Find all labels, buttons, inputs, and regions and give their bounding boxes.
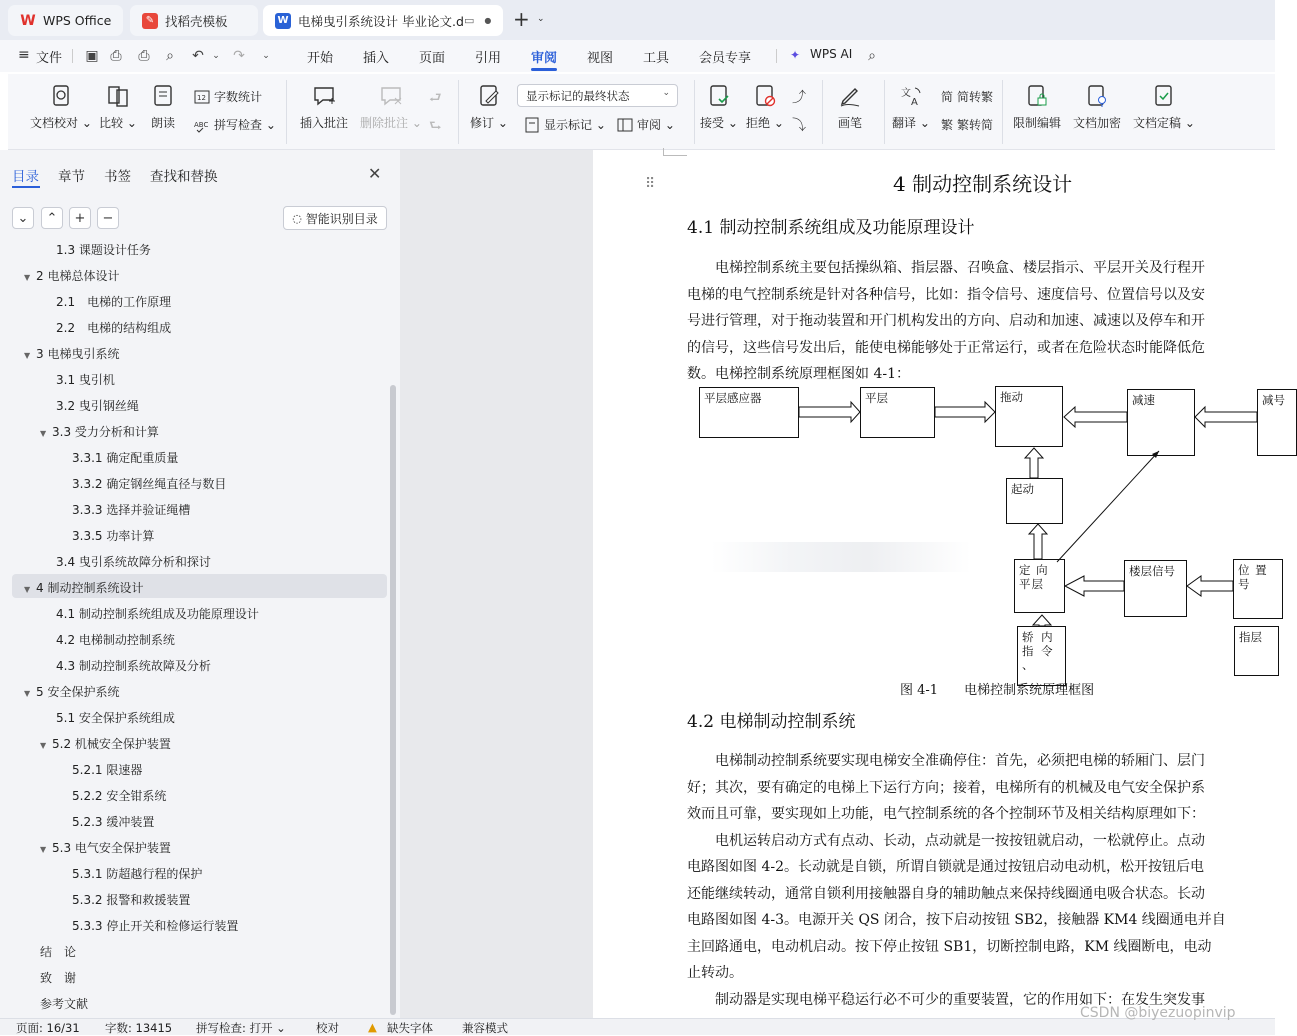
toc-item[interactable] [24,684,119,702]
simplified-to-traditional-icon: 简 [941,90,954,104]
accept-label: 接受 [700,116,725,130]
translate-label: 翻译 [892,116,917,130]
toc-item-label: 5.3.1 防超越行程的保护 [72,867,203,881]
review-pane-icon [617,117,633,133]
text-line: 电梯的电气控制系统是针对各种信号，比如：指令信号、速度信号、位置信号以及安 [687,286,1205,303]
word-doc-icon: W [275,13,291,29]
text-line: 电梯控制系统主要包括操纵箱、指层器、召唤盒、楼层指示、平层开关及行程开 [687,260,1205,276]
tab-document[interactable] [263,5,503,36]
compare-label: 比较 [99,116,124,130]
undo-chevron-icon[interactable]: ⌄ [212,51,220,61]
warning-icon: ▲ [368,1020,377,1034]
divider [458,80,459,144]
status-missing-font[interactable]: 缺失字体 [387,1021,433,1035]
nav-tab-toc[interactable]: 目录 [12,169,39,185]
finalize-button[interactable]: 文档定稿 ⌄ [1133,84,1195,131]
diagram-box-deceleration: 减速 [1127,389,1195,456]
review-pane-label: 审阅 [637,118,662,132]
word-count-button[interactable] [194,88,262,105]
divider [884,80,885,144]
review-ribbon [8,74,1275,150]
redo-icon[interactable]: ↷ [233,48,245,64]
text-line: 效而且可靠，要实现如上功能，电气控制系统的各个控制环节及相关结构原理如下： [687,806,1205,822]
save-icon[interactable]: ▣ [85,48,99,64]
toc-item-label: 3.3.1 确定配重质量 [72,451,179,465]
tab-label: 找稻壳模板 [165,13,228,29]
docer-icon: ✎ [142,13,158,29]
expand-up-button[interactable] [41,207,63,229]
toc-item-label: 5.3 电气安全保护装置 [52,841,171,855]
text-line: 主回路通电，电动机启动。按下停止按钮 SB1，切断控制电路，KM 线圈断电，电动 [687,938,1212,955]
search-icon[interactable]: ⌕ [868,48,876,64]
reject-button[interactable]: 拒绝 ⌄ [746,84,784,131]
revise-button[interactable]: 修订 ⌄ [470,84,508,131]
diagram-box-drive: 拖动 [995,386,1063,447]
toc-item-label: 2 电梯总体设计 [36,269,120,283]
watermark: CSDN @biyezuopinvip [1080,1005,1236,1021]
expand-triangle-icon[interactable]: ▼ [40,429,47,438]
expand-triangle-icon[interactable]: ▼ [24,585,31,594]
undo-icon[interactable]: ↶ [192,48,204,64]
text-line: 数。电梯控制系统原理框图如 4-1： [687,366,910,382]
toc-item-label: 5.2.2 安全钳系统 [72,789,167,803]
read-aloud-label: 朗读 [151,116,176,130]
read-aloud-button[interactable] [151,84,175,131]
toc-item-label: 4.2 电梯制动控制系统 [56,633,175,647]
toc-item[interactable] [72,502,190,518]
toc-item[interactable] [72,892,190,908]
comment-delete-icon [379,84,403,108]
encrypt-label: 文档加密 [1073,116,1122,130]
toc-item[interactable] [72,866,202,882]
expand-triangle-icon[interactable]: ▼ [24,273,31,282]
toc-item-label: 3 电梯曳引系统 [36,347,120,361]
menu-bar [0,40,1275,72]
print-icon[interactable]: ⎙ [138,48,150,64]
export-icon[interactable]: ⎙ [110,48,122,64]
finalize-label: 文档定稿 [1133,116,1182,130]
toc-item[interactable] [72,788,166,804]
expand-triangle-icon[interactable]: ▼ [40,845,47,854]
word-count-label: 字数统计 [214,90,263,104]
toc-item[interactable] [56,658,211,674]
chevron-up-icon: ⌃ [46,210,58,226]
toc-item-label: 结 论 [40,945,77,959]
text-line: 好；其次，要有确定的电梯上下运行方向；接着，电梯所有的机械及电气安全保护系 [687,779,1205,796]
delete-comment-button[interactable]: 删除批注 ⌄ [360,84,422,131]
new-tab-plus-icon[interactable]: + [513,7,530,31]
menu-home[interactable]: 开始 [307,51,334,66]
toc-scrollbar[interactable] [390,385,396,1015]
status-spell-check[interactable]: 拼写检查: 打开 ⌄ [196,1021,286,1035]
menu-view[interactable]: 视图 [587,51,614,66]
toc-item-label: 5.3.3 停止开关和检修运行装置 [72,919,239,933]
proofread-label: 文档校对 [30,116,79,130]
diagram-box-floor-indicator: 指层 [1234,626,1279,676]
finalize-icon [1152,84,1176,108]
toc-item-label: 5.2 机械安全保护装置 [52,737,171,751]
restrict-edit-button[interactable] [1013,84,1061,131]
nav-tab-indicator [12,186,40,188]
toc-item-label: 2.1 电梯的工作原理 [56,295,172,309]
menu-page[interactable]: 页面 [419,51,446,66]
diagram-box-position-signal: 位 置 号 [1233,559,1283,619]
status-word-count[interactable]: 字数: 13415 [105,1021,173,1035]
tab-label: WPS Office [43,13,112,28]
encrypt-button[interactable] [1073,84,1121,131]
unsaved-dot-icon[interactable]: ● [484,16,492,25]
drag-handle-icon[interactable]: ⠿ [645,176,656,192]
restrict-edit-icon [1025,84,1049,108]
traditional-to-simplified-icon: 繁 [941,118,954,132]
toc-item[interactable] [56,710,175,726]
expand-triangle-icon[interactable]: ▼ [40,741,47,750]
heading-4-1: 4.1 制动控制系统组成及功能原理设计 [687,218,975,238]
svg-text:12: 12 [197,93,206,102]
menu-member[interactable]: 会员专享 [699,51,752,66]
divider [776,49,777,63]
diagram-box-leveling: 平层 [860,387,935,438]
read-aloud-icon [151,84,175,108]
toc-item[interactable] [72,450,178,466]
svg-text:ABC: ABC [194,120,209,129]
toc-item[interactable] [72,528,154,544]
comment-add-icon [312,84,336,108]
text-line: 还能继续转动，通常自锁利用接触器自身的辅助触点来保持线圈通电吸合状态。长动 [687,885,1205,902]
traditional-to-simplified-button[interactable] [941,116,993,133]
pen-icon [838,84,862,108]
traditional-to-simplified-label: 繁转简 [957,118,994,132]
tab-docer-templates[interactable] [130,5,258,36]
toc-item[interactable] [40,944,76,960]
add-heading-button[interactable] [69,207,91,229]
text-line: 的信号，这些信号发出后，能使电梯能够处于正常运行，或者在危险状态时能降低危 [687,339,1205,356]
translate-button[interactable]: 文 A 翻译 ⌄ [892,84,930,131]
status-spell-label: 拼写检查: 打开 [196,1021,273,1035]
menu-insert[interactable]: 插入 [363,51,390,66]
toc-item[interactable] [56,606,259,622]
print-preview-icon[interactable]: ⌕ [166,48,174,64]
toc-item[interactable] [24,268,119,286]
toc-item-label: 3.4 曳引系统故障分析和探讨 [56,555,211,569]
toc-item-label: 5.2.1 限速器 [72,763,143,777]
text-line: 号进行管理，对于拖动装置和开门机构发出的方向、启动和加速、减速以及停车和开 [687,313,1205,329]
pen-label: 画笔 [838,116,863,130]
smart-toc-button[interactable] [283,206,387,230]
delete-comment-label: 删除批注 [360,116,409,130]
word-count-icon [194,89,210,105]
more-chevron-icon[interactable]: ⌄ [262,51,270,61]
expand-triangle-icon[interactable]: ▼ [24,689,31,698]
nav-tab-find-replace[interactable]: 查找和替换 [150,169,218,185]
toc-item-label: 2.2 电梯的结构组成 [56,321,172,335]
spell-check-label: 拼写检查 [214,118,263,132]
spell-check-icon [194,117,210,133]
translate-icon [899,84,923,108]
toc-item[interactable] [56,242,151,258]
next-revision-icon[interactable]: ⤵ [792,118,806,134]
close-icon[interactable]: ✕ [368,164,382,183]
navigation-panel [0,150,400,1018]
toc-item[interactable] [40,424,159,442]
text-line: 制动器是实现电梯平稳运行必不可少的重要装置，它的作用如下：在发生突发事 [687,991,1205,1008]
remove-heading-button[interactable] [97,207,119,229]
monitor-icon[interactable]: ▭ [464,14,475,27]
accept-icon [707,84,731,108]
diagram-box-direction-leveling: 定 向 平层 [1014,559,1065,613]
diagram-box-car-command: 轿 内 指 令 、 [1017,626,1066,686]
toc-item[interactable] [40,996,88,1012]
divider [694,80,695,144]
toc-item-label: 4 制动控制系统设计 [36,581,144,595]
chevron-down-icon: ⌄ [662,88,670,98]
diagram-caption: 图 4-1 电梯控制系统原理框图 [900,683,1095,698]
toc-item[interactable] [24,346,119,364]
toc-item-label: 5.3.2 报警和救援装置 [72,893,191,907]
toc-item[interactable] [56,294,171,310]
smart-toc-label: 智能识别目录 [305,211,378,226]
toc-item-label: 4.3 制动控制系统故障及分析 [56,659,211,673]
toc-item[interactable] [40,736,171,754]
proofread-button[interactable]: 文档校对 ⌄ [30,84,92,131]
toc-item-label: 3.3.5 功率计算 [72,529,155,543]
compare-icon [106,84,130,108]
status-compat-mode[interactable]: 兼容模式 [462,1021,508,1035]
previous-revision-icon[interactable]: ⤴ [792,90,806,106]
markup-display-select[interactable] [517,84,678,107]
wps-ai-logo-icon: ✦ [790,48,801,62]
previous-comment-icon[interactable]: ⮐ [429,90,442,106]
compare-button[interactable]: 比较 ⌄ [99,84,137,131]
text-line: 电机运转启动方式有点动、长动，点动就是一按按钮就启动，一松就停止。点动 [687,832,1205,849]
diagram-box-leveling-sensor: 平层感应器 [699,387,799,438]
encrypt-icon [1085,84,1109,108]
toc-item-label: 3.3.3 选择并验证绳槽 [72,503,191,517]
tab-label: 电梯曳引系统设计 毕业论文.d [298,13,464,29]
expand-triangle-icon[interactable]: ▼ [24,351,31,360]
menu-wps-ai[interactable]: WPS AI [810,47,853,61]
proofread-icon [49,84,73,108]
text-line: 止转动。 [687,965,743,981]
reject-icon [753,84,777,108]
menu-references[interactable]: 引用 [475,51,502,66]
simplified-to-traditional-label: 简转繁 [957,90,994,104]
active-menu-indicator [531,68,557,71]
svg-text:文: 文 [900,88,911,99]
toc-item-label: 参考文献 [40,997,89,1011]
diagram-box-decel-signal: 减号 [1257,389,1297,456]
toc-item[interactable] [72,476,226,492]
wps-logo-icon: W [20,12,36,29]
minus-icon: − [102,210,114,226]
status-proofread[interactable]: 校对 [316,1021,339,1035]
toc-item-label: 3.3.2 确定钢丝绳直径与数目 [72,477,227,491]
accept-button[interactable]: 接受 ⌄ [700,84,738,131]
restrict-edit-label: 限制编辑 [1013,116,1062,130]
divider [822,80,823,144]
toc-item-label: 5.2.3 缓冲装置 [72,815,155,829]
revise-label: 修订 [470,116,495,130]
text-line: 电梯制动控制系统要实现电梯安全准确停住：首先，必须把电梯的轿厢门、层门 [687,753,1205,769]
plus-icon: + [74,210,86,226]
toc-item[interactable] [72,762,142,778]
toc-item[interactable] [40,970,76,986]
menu-review[interactable]: 审阅 [531,51,558,66]
toc-item-label: 致 谢 [40,971,77,985]
toc-item[interactable] [56,372,115,388]
toc-item-label: 3.2 曳引钢丝绳 [56,399,139,413]
show-markup-icon [524,117,540,133]
document-page [593,150,1285,1018]
revise-icon [477,84,501,108]
nav-tab-bookmarks[interactable]: 书签 [104,169,131,185]
toc-item-label: 5 安全保护系统 [36,685,120,699]
tab-list-chevron-icon[interactable]: ⌄ [537,14,545,24]
toc-item[interactable] [72,814,154,830]
smart-toc-icon: ◌ [292,211,302,225]
toc-item-label: 3.1 曳引机 [56,373,115,387]
next-comment-icon[interactable]: ⮑ [429,118,442,134]
toc-item[interactable] [56,632,175,648]
toc-item[interactable] [56,320,171,336]
heading-4-2: 4.2 电梯制动控制系统 [687,712,856,732]
diagram-arrows [593,150,1275,710]
toc-item[interactable] [72,918,238,934]
status-page[interactable]: 页面: 16/31 [16,1021,80,1035]
heading-chapter-4: 4 制动控制系统设计 [893,172,1073,196]
spell-check-button[interactable]: ABC 拼写检查 ⌄ [194,118,276,132]
divider [72,49,73,63]
insert-comment-label: 插入批注 [300,116,349,130]
toc-item[interactable] [40,840,171,858]
svg-text:A: A [910,97,918,108]
insert-comment-button[interactable] [300,84,348,131]
pen-button[interactable] [838,84,862,131]
diagram-box-floor-signal: 楼层信号 [1124,560,1187,617]
hamburger-icon[interactable]: ≡ [18,47,30,63]
simplified-to-traditional-button[interactable] [941,88,993,105]
toc-item[interactable] [24,580,143,598]
menu-file[interactable]: 文件 [36,51,63,66]
toc-item[interactable] [56,398,139,414]
blurred-artifact [711,542,971,572]
divider [1002,80,1003,144]
nav-tab-sections[interactable]: 章节 [58,169,85,185]
show-markup-label: 显示标记 [544,118,593,132]
markup-display-value: 显示标记的最终状态 [526,89,630,103]
diagram-box-start: 起动 [1006,478,1063,524]
toc-item-label: 1.3 课题设计任务 [56,243,151,257]
show-markup-button[interactable]: 显示标记 ⌄ [524,116,606,133]
reject-label: 拒绝 [746,116,771,130]
toc-item-label: 4.1 制动控制系统组成及功能原理设计 [56,607,259,621]
divider [286,80,287,144]
tab-bar [0,0,1275,40]
tab-wps-office[interactable] [8,5,123,36]
review-pane-button[interactable]: 审阅 ⌄ [617,116,675,133]
text-line: 电路图如图 4-3。电源开关 QS 闭合，按下启动按钮 SB2，接触器 KM4 线圈通电并自 [687,912,1226,928]
toc-item[interactable] [56,554,211,570]
chevron-down-icon: ⌄ [17,210,29,226]
collapse-all-button[interactable] [12,207,34,229]
menu-tools[interactable]: 工具 [643,51,670,66]
toc-item-label: 3.3 受力分析和计算 [52,425,159,439]
text-line: 电路图如图 4-2。长动就是自锁，所谓自锁就是通过按钮启动电动机，松开按钮后电 [687,859,1204,875]
toc-item-label: 5.1 安全保护系统组成 [56,711,175,725]
